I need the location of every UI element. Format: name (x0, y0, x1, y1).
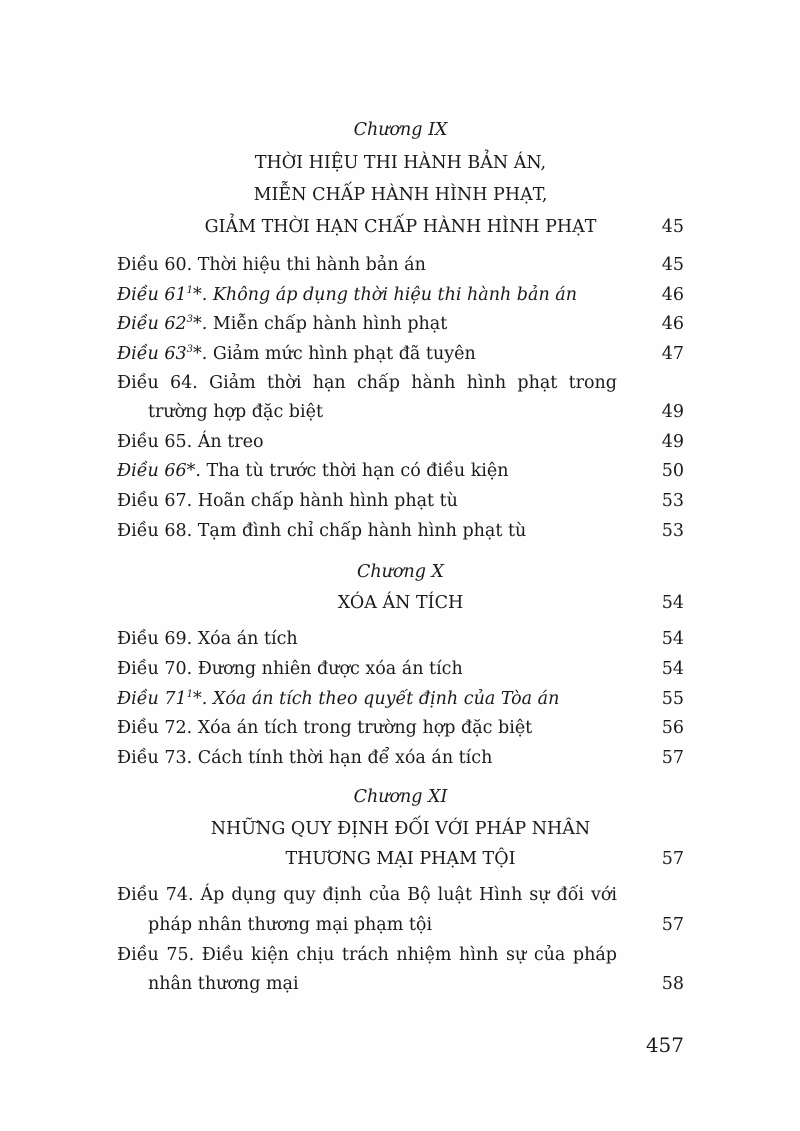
page-ref: 57 (661, 849, 684, 869)
entry-title: Áp dụng quy định của Bộ luật Hình sự đối với (193, 885, 617, 905)
toc-entry (117, 370, 684, 396)
article-number: Điều 69. (117, 629, 193, 649)
toc-entry (117, 715, 684, 741)
entry-title: Miễn chấp hành hình phạt (207, 314, 448, 334)
entry-title: Hoãn chấp hành hình phạt tù (192, 491, 458, 511)
page-ref: 54 (661, 629, 684, 649)
chapter-heading-text: Chương XI (353, 787, 448, 807)
entry-title: Xóa án tích (192, 629, 298, 649)
entry-text (117, 282, 577, 308)
page-ref: 57 (661, 915, 684, 935)
toc-entry (117, 518, 684, 544)
article-number: Điều 75. (117, 945, 195, 965)
page-ref: 56 (661, 718, 684, 738)
entry-title: Không áp dụng thời hiệu thi hành bản án (207, 285, 577, 305)
article-number: Điều 64. (117, 373, 198, 393)
toc-entry (117, 252, 684, 278)
entry-title: Cách tính thời hạn để xóa án tích (192, 748, 493, 768)
article-number: Điều 72. (117, 718, 193, 738)
article-number: Điều 70. (117, 659, 193, 679)
footnote-marker: 1 (186, 285, 193, 296)
entry-text (117, 626, 298, 652)
page-ref: 53 (661, 491, 684, 511)
entry-title: Tạm đình chỉ chấp hành hình phạt tù (192, 521, 527, 541)
chapter-title (117, 214, 684, 240)
entry-title-continued: pháp nhân thương mại phạm tội (148, 915, 433, 935)
chapter-title (117, 182, 684, 208)
toc-entry-continuation (148, 912, 684, 938)
entry-text (117, 686, 559, 712)
toc-entry (117, 341, 684, 367)
chapter-title-text: THỜI HIỆU THI HÀNH BẢN ÁN, (254, 153, 547, 173)
entry-title: Án treo (192, 432, 264, 452)
entry-title-continued: trường hợp đặc biệt (148, 402, 323, 422)
page-ref: 58 (661, 974, 684, 994)
toc-entry-continuation (148, 971, 684, 997)
page-ref: 47 (661, 344, 684, 364)
toc-entry (117, 311, 684, 337)
page-ref: 45 (661, 255, 684, 275)
page-ref: 55 (661, 689, 684, 709)
article-number: Điều 74. (117, 885, 194, 905)
toc-entry (117, 626, 684, 652)
entry-text (117, 341, 476, 367)
entry-text (117, 458, 509, 484)
chapter-title (117, 846, 684, 872)
entry-text (117, 745, 492, 771)
toc-entry (117, 488, 684, 514)
entry-title: Xóa án tích trong trường hợp đặc biệt (192, 718, 533, 738)
chapter-heading (117, 784, 684, 810)
entry-title: Tha tù trước thời hạn có điều kiện (200, 461, 509, 481)
entry-title: Xóa án tích theo quyết định của Tòa án (207, 689, 560, 709)
article-number: Điều 60. (117, 255, 193, 275)
toc-entry (117, 686, 684, 712)
chapter-heading-text: Chương IX (353, 120, 448, 140)
entry-text (117, 311, 447, 337)
toc-entry (117, 429, 684, 455)
page-ref: 46 (661, 314, 684, 334)
entry-title: Đương nhiên được xóa án tích (192, 659, 463, 679)
chapter-title-text: MIỄN CHẤP HÀNH HÌNH PHẠT, (253, 185, 548, 205)
chapter-heading (117, 559, 684, 585)
chapter-heading-text: Chương X (357, 562, 444, 582)
page-ref: 49 (661, 402, 684, 422)
article-number: Điều 65. (117, 432, 193, 452)
entry-title: Điều kiện chịu trách nhiệm hình sự của pháp (194, 945, 617, 965)
chapter-title (117, 590, 684, 616)
page-ref: 53 (661, 521, 684, 541)
entry-title: Giảm thời hạn chấp hành hình phạt trong (197, 373, 617, 393)
entry-title: Giảm mức hình phạt đã tuyên (207, 344, 476, 364)
page-ref: 49 (661, 432, 684, 452)
entry-text (117, 429, 263, 455)
article-number: Điều 73. (117, 748, 193, 768)
article-number: Điều 68. (117, 521, 193, 541)
page-ref: 54 (661, 659, 684, 679)
toc-entry (117, 656, 684, 682)
article-number: Điều 67. (117, 491, 193, 511)
article-number: Điều 61 (117, 285, 187, 305)
chapter-title-text: NHỮNG QUY ĐỊNH ĐỐI VỚI PHÁP NHÂN (210, 819, 591, 839)
chapter-title-text: GIẢM THỜI HẠN CHẤP HÀNH HÌNH PHẠT (204, 217, 597, 237)
amended-marker: *. (192, 285, 208, 305)
article-number: Điều 63 (117, 344, 187, 364)
entry-title-continued: nhân thương mại (148, 974, 299, 994)
toc-entry (117, 942, 684, 968)
toc-entry (117, 745, 684, 771)
page-ref: 46 (661, 285, 684, 305)
toc-entry (117, 458, 684, 484)
amended-marker: *. (192, 689, 208, 709)
chapter-title (117, 816, 684, 842)
chapter-title (117, 150, 684, 176)
article-number: Điều 62 (117, 314, 187, 334)
amended-marker: *. (192, 344, 208, 364)
page-ref: 54 (661, 593, 684, 613)
page-ref: 50 (661, 461, 684, 481)
toc-entry (117, 282, 684, 308)
entry-text (117, 715, 532, 741)
toc-entry-continuation (148, 399, 684, 425)
entry-text (117, 882, 617, 908)
article-number: Điều 66 (117, 461, 187, 481)
footnote-marker: 3 (186, 314, 193, 325)
footnote-marker: 1 (186, 689, 193, 700)
entry-text (117, 488, 458, 514)
entry-text (117, 252, 426, 278)
entry-text (117, 942, 617, 968)
amended-marker: *. (192, 314, 208, 334)
chapter-heading (117, 117, 684, 143)
toc-entry (117, 882, 684, 908)
page-ref: 57 (661, 748, 684, 768)
entry-text (117, 656, 463, 682)
chapter-title-text: XÓA ÁN TÍCH (337, 593, 464, 613)
footnote-marker: 3 (186, 344, 193, 355)
entry-title: Thời hiệu thi hành bản án (192, 255, 426, 275)
page-number: 457 (645, 1033, 684, 1057)
entry-text (117, 518, 526, 544)
article-number: Điều 71 (117, 689, 187, 709)
chapter-title-text: THƯƠNG MẠI PHẠM TỘI (285, 849, 516, 869)
page-ref: 45 (661, 217, 684, 237)
entry-text (117, 370, 617, 396)
amended-marker: *. (186, 461, 201, 481)
